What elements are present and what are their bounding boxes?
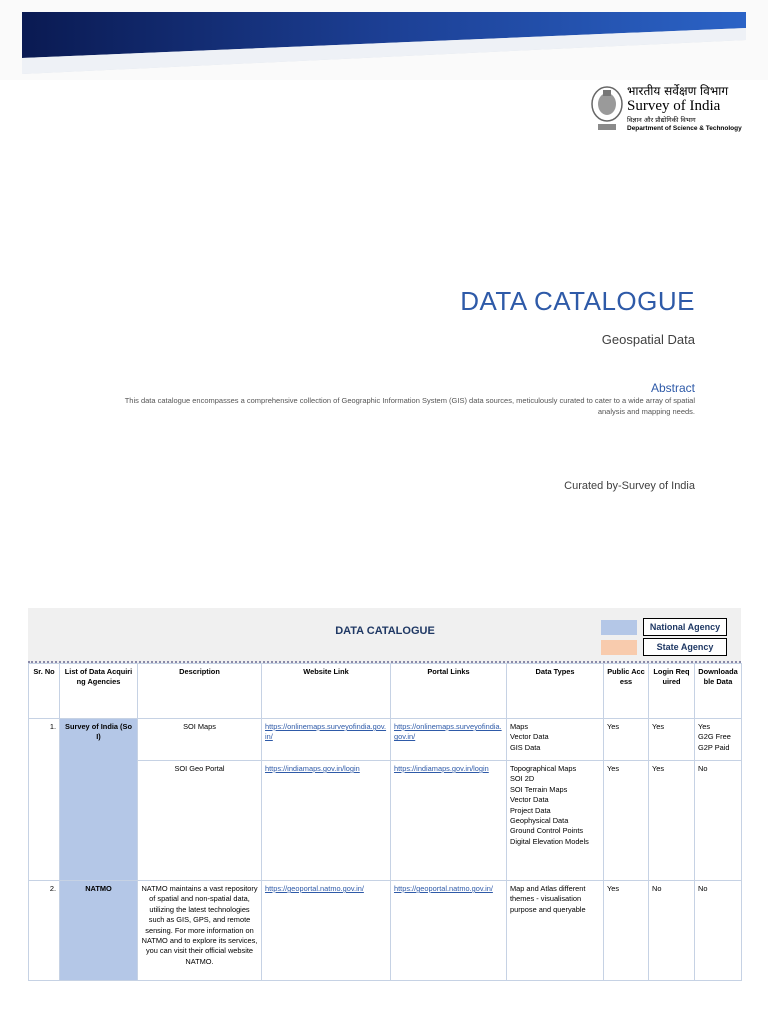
downloadable-value: G2P Paid (698, 742, 730, 752)
public-access-cell: Yes (604, 719, 649, 761)
data-type: SOI 2D (510, 774, 535, 784)
portal-link-cell (391, 881, 507, 981)
table-row (29, 719, 742, 761)
logo-hindi-name: भारतीय सर्वेक्षण विभाग (627, 84, 729, 98)
column-header: Data Types (507, 664, 604, 719)
portal-link[interactable]: https://indiamaps.gov.in/login (394, 764, 489, 773)
catalogue-table (28, 663, 742, 981)
downloadable-cell (695, 881, 742, 981)
website-link[interactable]: https://indiamaps.gov.in/login (265, 764, 360, 773)
column-header: Sr. No (29, 664, 60, 719)
downloadable-cell (695, 761, 742, 881)
logo-department: Department of Science & Technology (627, 125, 742, 132)
data-type: Ground Control Points (510, 826, 584, 836)
website-link[interactable]: https://onlinemaps.surveyofindia.gov.in/ (265, 722, 387, 742)
agency-name: NATMO (60, 881, 138, 981)
website-link-cell (262, 719, 391, 761)
downloadable-cell (695, 719, 742, 761)
data-type: Digital Elevation Models (510, 836, 589, 846)
catalogue-section (28, 608, 741, 981)
data-types-cell: Map and Atlas different themes - visualisation purpose and queryable (507, 881, 604, 981)
downloadable-value: No (698, 884, 708, 893)
logo-hindi-dept: विज्ञान और प्रौद्योगिकी विभाग (627, 116, 696, 124)
login-required-cell: Yes (649, 761, 695, 881)
description-cell: NATMO maintains a vast repository of spatial and non-spatial data, utilizing the latest technologies such as GIS, GPS, and remote sensing. For more information on NATMO and to explore its services, you can visit their official website NATMO. (138, 881, 262, 981)
serial-number: 2. (29, 881, 60, 981)
column-header: Downloadable Data (695, 664, 742, 719)
data-types-cell (507, 761, 604, 881)
survey-of-india-logo (590, 82, 748, 138)
abstract-text: This data catalogue encompasses a comprehensive collection of Geographic Information System (GIS) data sources, meticulously curated to cater to a wide array of spatial analysis and mapping needs. (124, 396, 695, 416)
catalogue-title: DATA CATALOGUE (335, 625, 435, 637)
downloadable-value: G2G Free (698, 732, 731, 742)
document-subtitle: Geospatial Data (601, 332, 695, 347)
column-header: List of Data Acquiring Agencies (60, 664, 138, 719)
data-type: GIS Data (510, 742, 541, 752)
logo-english-name: Survey of India (627, 98, 721, 114)
abstract-heading: Abstract (650, 381, 695, 395)
website-link-cell (262, 761, 391, 881)
public-access-cell: Yes (604, 761, 649, 881)
portal-link[interactable]: https://geoportal.natmo.gov.in/ (394, 884, 493, 893)
column-header: Website Link (262, 664, 391, 719)
table-row (29, 881, 742, 981)
column-header: Login Required (649, 664, 695, 719)
description-cell: SOI Maps (138, 719, 262, 761)
data-type: Topographical Maps (510, 764, 577, 773)
data-type: Geophysical Data (510, 816, 569, 826)
curated-by: Curated by-Survey of India (564, 480, 695, 492)
website-link-cell (262, 881, 391, 981)
portal-link[interactable]: https://onlinemaps.surveyofindia.gov.in/ (394, 722, 502, 742)
agency-name: Survey of India (SoI) (60, 719, 138, 881)
data-type: Maps (510, 722, 529, 731)
catalogue-header (28, 608, 741, 663)
login-required-cell: No (649, 881, 695, 981)
data-type: Vector Data (510, 732, 549, 742)
emblem-icon (590, 84, 624, 134)
data-type: Vector Data (510, 795, 549, 805)
portal-link-cell (391, 719, 507, 761)
downloadable-value: Yes (698, 722, 711, 731)
legend-label-state: State Agency (643, 638, 727, 656)
document-title: DATA CATALOGUE (460, 286, 695, 316)
login-required-cell: Yes (649, 719, 695, 761)
legend-label-national: National Agency (643, 618, 727, 636)
website-link[interactable]: https://geoportal.natmo.gov.in/ (265, 884, 364, 893)
description-cell: SOI Geo Portal (138, 761, 262, 881)
data-type: Project Data (510, 805, 551, 815)
table-header-row (29, 664, 742, 719)
downloadable-value: No (698, 764, 708, 773)
data-type: SOI Terrain Maps (510, 784, 568, 794)
column-header: Description (138, 664, 262, 719)
serial-number: 1. (29, 719, 60, 881)
legend-swatch-state (601, 640, 637, 655)
column-header: Portal Links (391, 664, 507, 719)
legend-swatch-national (601, 620, 637, 635)
header-banner (0, 0, 768, 80)
data-types-cell (507, 719, 604, 761)
public-access-cell: Yes (604, 881, 649, 981)
portal-link-cell (391, 761, 507, 881)
column-header: Public Access (604, 664, 649, 719)
